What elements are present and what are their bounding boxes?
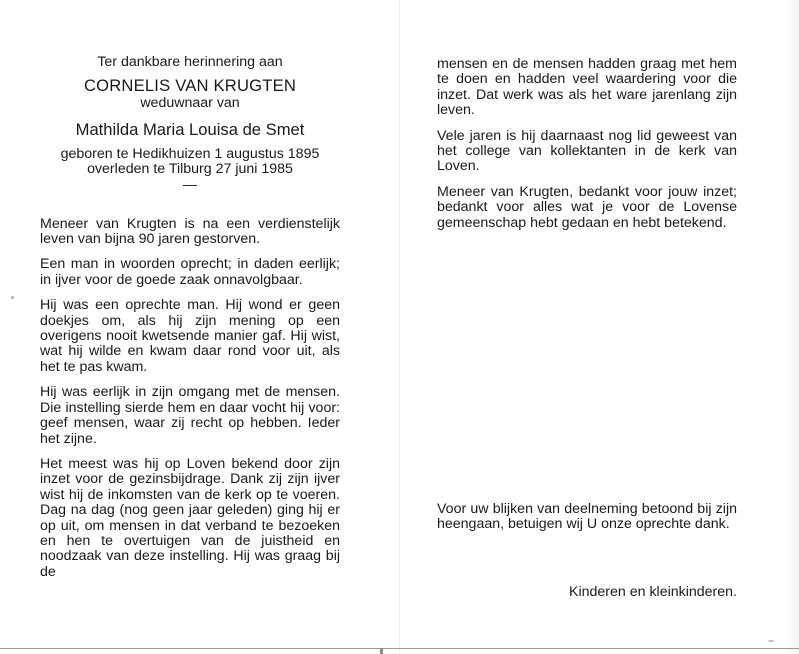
paragraph-right-3: Meneer van Krugten, bedankt voor jouw inzet; bedankt voor alles wat je voor de Lovense gemeenschap hebt gedaan en hebt betekend.	[437, 183, 737, 231]
condolence-text: Voor uw blijken van deelneming betoond bij zijn heengaan, betuigen wij U onze oprechte dank.	[437, 501, 737, 533]
card-edge-shadow	[787, 0, 799, 654]
card-bottom-edge	[0, 648, 799, 649]
death-line: overleden te Tilburg 27 juni 1985	[87, 161, 293, 178]
header-separator: —	[182, 176, 198, 193]
header-intro: Ter dankbare herinnering aan	[97, 54, 283, 70]
signature-line: Kinderen en kleinkinderen.	[569, 584, 737, 600]
paper-speck	[768, 640, 774, 642]
paragraph-right-2: Vele jaren is hij daarnaast nog lid geweest van het college van kollektanten in de kerk van Loven.	[437, 127, 737, 175]
left-page	[40, 55, 340, 590]
paragraph-left-4: Hij was eerlijk in zijn omgang met de mensen. Die instelling sierde hem en daar vocht hij voor: geef mensen, waar zij recht op hebben. Ieder het zijne.	[40, 384, 340, 447]
paragraph-left-1: Meneer van Krugten is na een verdienstelijk leven van bijna 90 jaren gestorven.	[40, 215, 340, 248]
relation-text: weduwnaar van	[140, 95, 240, 112]
deceased-name: CORNELIS VAN KRUGTEN	[83, 76, 297, 96]
right-page	[437, 57, 737, 241]
paragraph-left-2: Een man in woorden oprecht; in daden eerlijk; in ijver voor de goede zaak onnavolgbaar.	[40, 256, 340, 288]
paper-speck	[11, 296, 14, 299]
paper-speck	[380, 648, 383, 654]
paragraph-right-1: mensen en de mensen hadden graag met hem te doen en hadden veel waardering voor die inzet. Dat werk was als het ware jarenlang zijn leven.	[437, 56, 737, 119]
left-body-text	[40, 217, 340, 581]
paragraph-left-5: Het meest was hij op Loven bekend door zijn inzet voor de gezinsbijdrage. Dank zij zijn ijver wist hij de inkomsten van de kerk op te voeren. Dag na dag (nog geen jaar geleden) ging hij er op uit, om mensen in dat verband te bezoeken en hen te overtuigen van de juistheid en noodzaak van deze instelling. Hij was graag bij de	[40, 455, 340, 580]
birth-line: geboren te Hedikhuizen 1 augustus 1895	[60, 145, 320, 162]
card-fold	[399, 0, 400, 654]
memorial-header	[40, 54, 340, 193]
spouse-name: Mathilda Maria Louisa de Smet	[75, 119, 305, 139]
paragraph-left-3: Hij was een oprechte man. Hij wond er geen doekjes om, als hij zijn mening op een overigens nooit kwetsende manier gaf. Hij wist, wat hij wilde en kwam daar rond voor uit, als het te pas kwam.	[40, 297, 340, 375]
